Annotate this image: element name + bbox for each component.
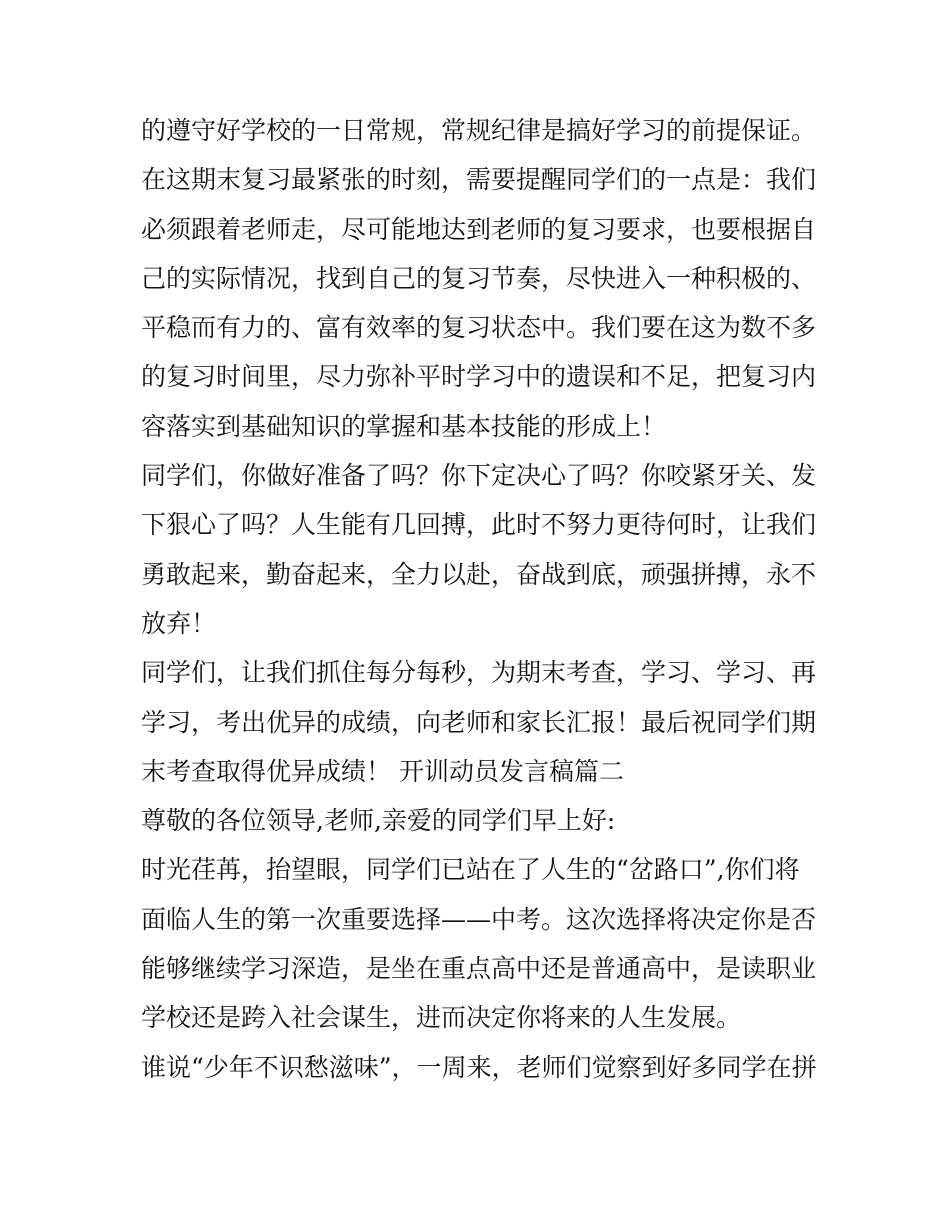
text-line: 时光荏苒，抬望眼，同学们已站在了人生的“岔路口”,你们将	[141, 855, 800, 885]
text-line: 谁说“少年不识愁滋味”，一周来，老师们觉察到好多同学在拼	[141, 1052, 817, 1082]
text-line: 的遵守好学校的一日常规，常规纪律是搞好学习的前提保证。	[141, 116, 817, 145]
text-line: 末考查取得优异成绩！ 开训动员发言稿篇二	[141, 756, 624, 786]
text-line: 放弃！	[141, 608, 217, 638]
text-line: 必须跟着老师走，尽可能地达到老师的复习要求，也要根据自	[141, 214, 817, 244]
text-line: 同学们，你做好准备了吗？你下定决心了吗？你咬紧牙关、发	[141, 461, 817, 491]
text-line: 下狠心了吗？人生能有几回搏，此时不努力更待何时，让我们	[141, 510, 817, 540]
text-line: 勇敢起来，勤奋起来，全力以赴，奋战到底，顽强拼搏，永不	[141, 559, 817, 589]
text-line: 平稳而有力的、富有效率的复习状态中。我们要在这为数不多	[141, 313, 817, 343]
text-line: 学校还是跨入社会谋生，进而决定你将来的人生发展。	[141, 1003, 742, 1033]
text-line: 学习，考出优异的成绩，向老师和家长汇报！最后祝同学们期	[141, 707, 817, 737]
text-line: 尊敬的各位领导,老师,亲爱的同学们早上好:	[141, 806, 616, 836]
document-body	[141, 106, 821, 1092]
text-line: 能够继续学习深造，是坐在重点高中还是普通高中，是读职业	[141, 954, 817, 984]
text-line: 面临人生的第一次重要选择——中考。这次选择将决定你是否	[141, 904, 817, 934]
text-line: 己的实际情况，找到自己的复习节奏，尽快进入一种积极的、	[141, 263, 817, 293]
text-line: 同学们，让我们抓住每分每秒，为期末考查，学习、学习、再	[141, 658, 817, 688]
text-line: 容落实到基础知识的掌握和基本技能的形成上！	[141, 411, 667, 441]
text-line: 的复习时间里，尽力弥补平时学习中的遗误和不足，把复习内	[141, 362, 817, 392]
text-line: 在这期末复习最紧张的时刻，需要提醒同学们的一点是：我们	[141, 165, 817, 195]
